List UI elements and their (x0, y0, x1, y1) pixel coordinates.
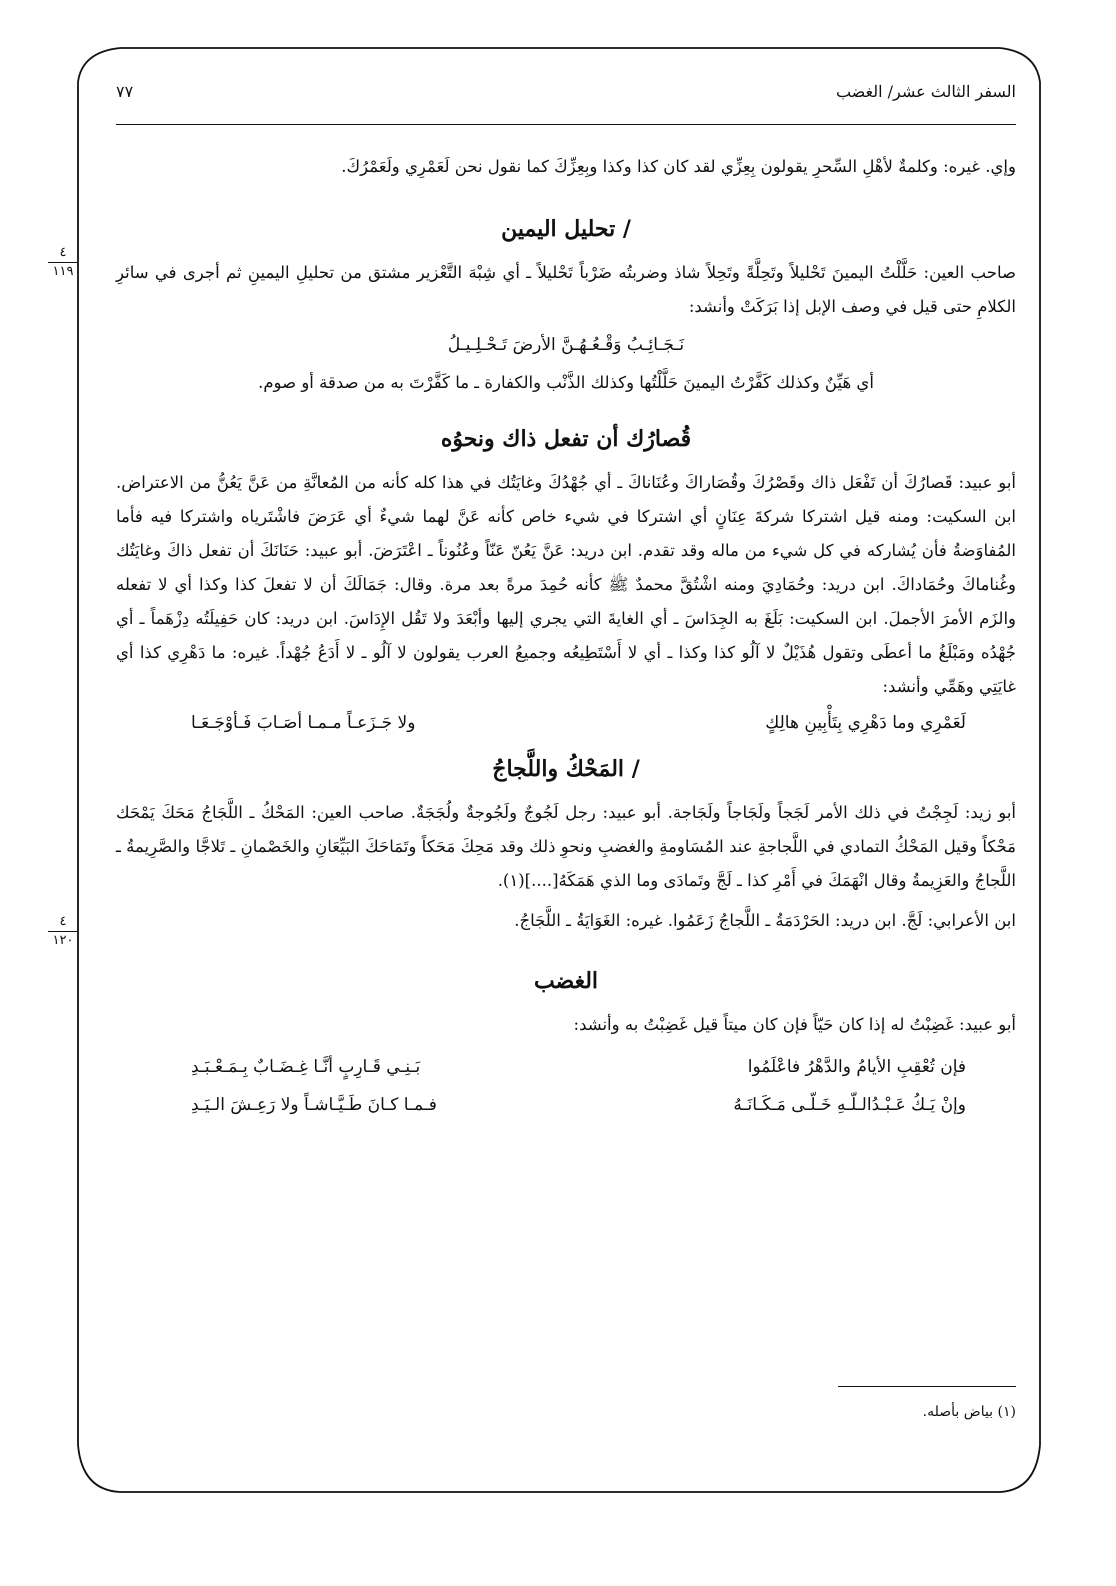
paragraph: أبو عبيد: غَضِبْتُ له إذا كان حَيّاً فإن كان ميتاً قيل غَضِبْتُ به وأنشد: (573, 1015, 1016, 1034)
page (116, 72, 1016, 1452)
verse-hemistich-left: بَـنِـي قَـارِبٍ أنَّـا غِـضَـابٌ بِـمَـعْـبَـدِ (191, 1057, 421, 1077)
paragraph: وإي. غيره: وكلمةٌ لأهْلِ السِّحرِ يقولون بِعِزِّي لقد كان كذا وكذا وبِعِزِّكَ كما نقول نحن لَعَمْرِي ولَعَمْرُكَ. (341, 157, 1016, 176)
footnote-rule (838, 1386, 1016, 1387)
verse-hemistich-right: فإن تُعْقِبِ الأيامُ والدَّهْرُ فاعْلَمُوا (747, 1057, 966, 1077)
section-title-tahlil: / تحليل اليمين (501, 216, 631, 242)
paragraph: صاحب العين: حَلَّلْتُ اليمينَ تَحْليلاً وتَحِلَّةً وتَحِلاً شاذ وضربتُه ضَرْباً تَحْليلاً ـ أي شِبْهَ التَّعْزير مشتق من تحليلِ اليمينِ ثم أجرى في سائرِ الكلامِ حتى قيل في وصف الإبل إذا بَرَكَتْ وأنشد: (116, 263, 1016, 316)
paragraph: أبو زيد: لَجِجْتُ في ذلك الأمر لَجَجاً ولَجَاجاً ولَجَاجة. أبو عبيد: رجل لَجُوجٌ ولَجُوجةٌ ولُجَجَةٌ. صاحب العين: المَحْكُ ـ اللَّجَاجُ مَحَكَ يَمْحَك مَحْكاً وقيل المَحْكُ التمادي في اللَّجاجةِ عند المُسَاومةِ والغضبِ ونحوِ ذلك وقد مَحِكَ مَحَكاً وتَمَاحَكَ البَيِّعَانِ والخَصْمانِ ـ تَلاجَّا والصَّرِيمةُ ـ اللَّجاجُ والعَزِيمةُ وقال انْهَمَكَ في أَمْرِ كذا ـ لَجَّ وتَمادَى وما الذي هَمَكَهُ[....](١). (116, 803, 1016, 890)
verse-hemistich-right: وإنْ يَـكُ عَـبْـدُالـلّـهِ خَـلّـى مَـكَـانَـهُ (733, 1095, 966, 1115)
margin-note-1: ٤ ١١٩ (48, 246, 78, 279)
verse-hemistich-left: فـمـا كـانَ طَـيَّـاشـاً ولا رَعِـشَ الـيَـدِ (191, 1095, 437, 1115)
verse-pair (116, 704, 1016, 742)
verse-hemistich-right: لَعَمْرِي وما دَهْرِي بِتَأْبِينِ هالِكٍ (765, 713, 966, 733)
page-number: ٧٧ (116, 82, 134, 101)
margin-note-2: ٤ ١٢٠ (48, 915, 78, 948)
section-title-mahk: / المَحْكُ واللَّجاجُ (492, 756, 640, 782)
verse-hemistich-left: ولا جَـزَعـاً مـمـا أصَـابَ فَـأوْجَـعَـا (191, 713, 416, 733)
verse-line: نَـجَـائِـبُ وَقْـعُـهُـنَّ الأرضَ تَـحْـلِـيـلُ (447, 335, 685, 355)
running-title: السفر الثالث عشر/ الغضب (835, 82, 1016, 101)
verse-pair (116, 1086, 1016, 1124)
header-rule (116, 124, 1016, 125)
section-title-qusaruk: قُصارُك أن تفعل ذاك ونحوُه (440, 426, 692, 452)
section-title-ghadab: الغضب (533, 968, 599, 994)
footnote: (١) بياض بأصله. (922, 1404, 1016, 1420)
page-body (116, 150, 1016, 1124)
paragraph: أبو عبيد: قَصارُكَ أن تَفْعَل ذاك وقَصْرُكَ وقُصَاراكَ وعُنَاناكَ ـ أي جُهْدُكَ وغايَتُك في هذا كله كأنه من المُعانَّةِ من عَنَّ يَعُنُّ من الاعتراض. ابن السكيت: ومنه قيل اشتركا شركةَ عِنَانٍ أي اشتركا في شيء خاص كأنه عَنَّ لهما شيءٌ أي عَرَضَ فاشْتَرياه واشتركا فيه فأما المُفاوَضةُ فأن يُشاركه في كل شيء من ماله وقد تقدم. ابن دريد: عَنَّ يَعُنّ عَنّاً وعُنُوناً ـ اعْتَرَضَ. أبو عبيد: حَنَانَكَ أن تفعل ذاكَ وغايَتُك وغُناماكَ وحُمَاداكَ. ابن دريد: وحُمَادِيَ ومنه اشْتُقَّ محمدٌ ﷺ كأنه حُمِدَ مرةً بعد مرة. وقال: جَمَالَكَ أن لا تفعلَ كذا وكذا أي لا تفعله والزَم الأمرَ الأجملَ. ابن السكيت: بَلَغَ به الجِدَاسَ ـ أي الغايةَ التي يجري إليها وأبْعَدَ ولا تَقُل الإِدَاسَ. ابن دريد: كان حَفِيلَتُه دِزْهَماً ـ أي جُهْدُه ومَبْلَغُ ما أعطَى وتقول هُذَيْلٌ لا آلُو كذا وكذا ـ أي لا أَسْتَطِيعُه وجميعُ العرب يقولون لا آلُو ـ لا أَدَعُ جُهْداً. غيره: ما دَهْرِي كذا أي غايَتِي وهَمِّي وأنشد: (116, 473, 1016, 696)
page-header (116, 82, 1016, 110)
verse-pair (116, 1048, 1016, 1086)
paragraph: ابن الأعرابي: لَجَّ. ابن دريد: الحَرْدَمَةُ ـ اللَّجاجُ زَعَمُوا. غيره: الغَوَايَةُ ـ اللَّجَاجُ. (514, 911, 1016, 930)
paragraph: أي هَيِّنٌ وكذلك كَفَّرْتُ اليمينَ حَلَّلْتُها وكذلك الذَّنْب والكفارة ـ ما كَفَّرْتَ به من صدقة أو صوم. (258, 373, 874, 392)
